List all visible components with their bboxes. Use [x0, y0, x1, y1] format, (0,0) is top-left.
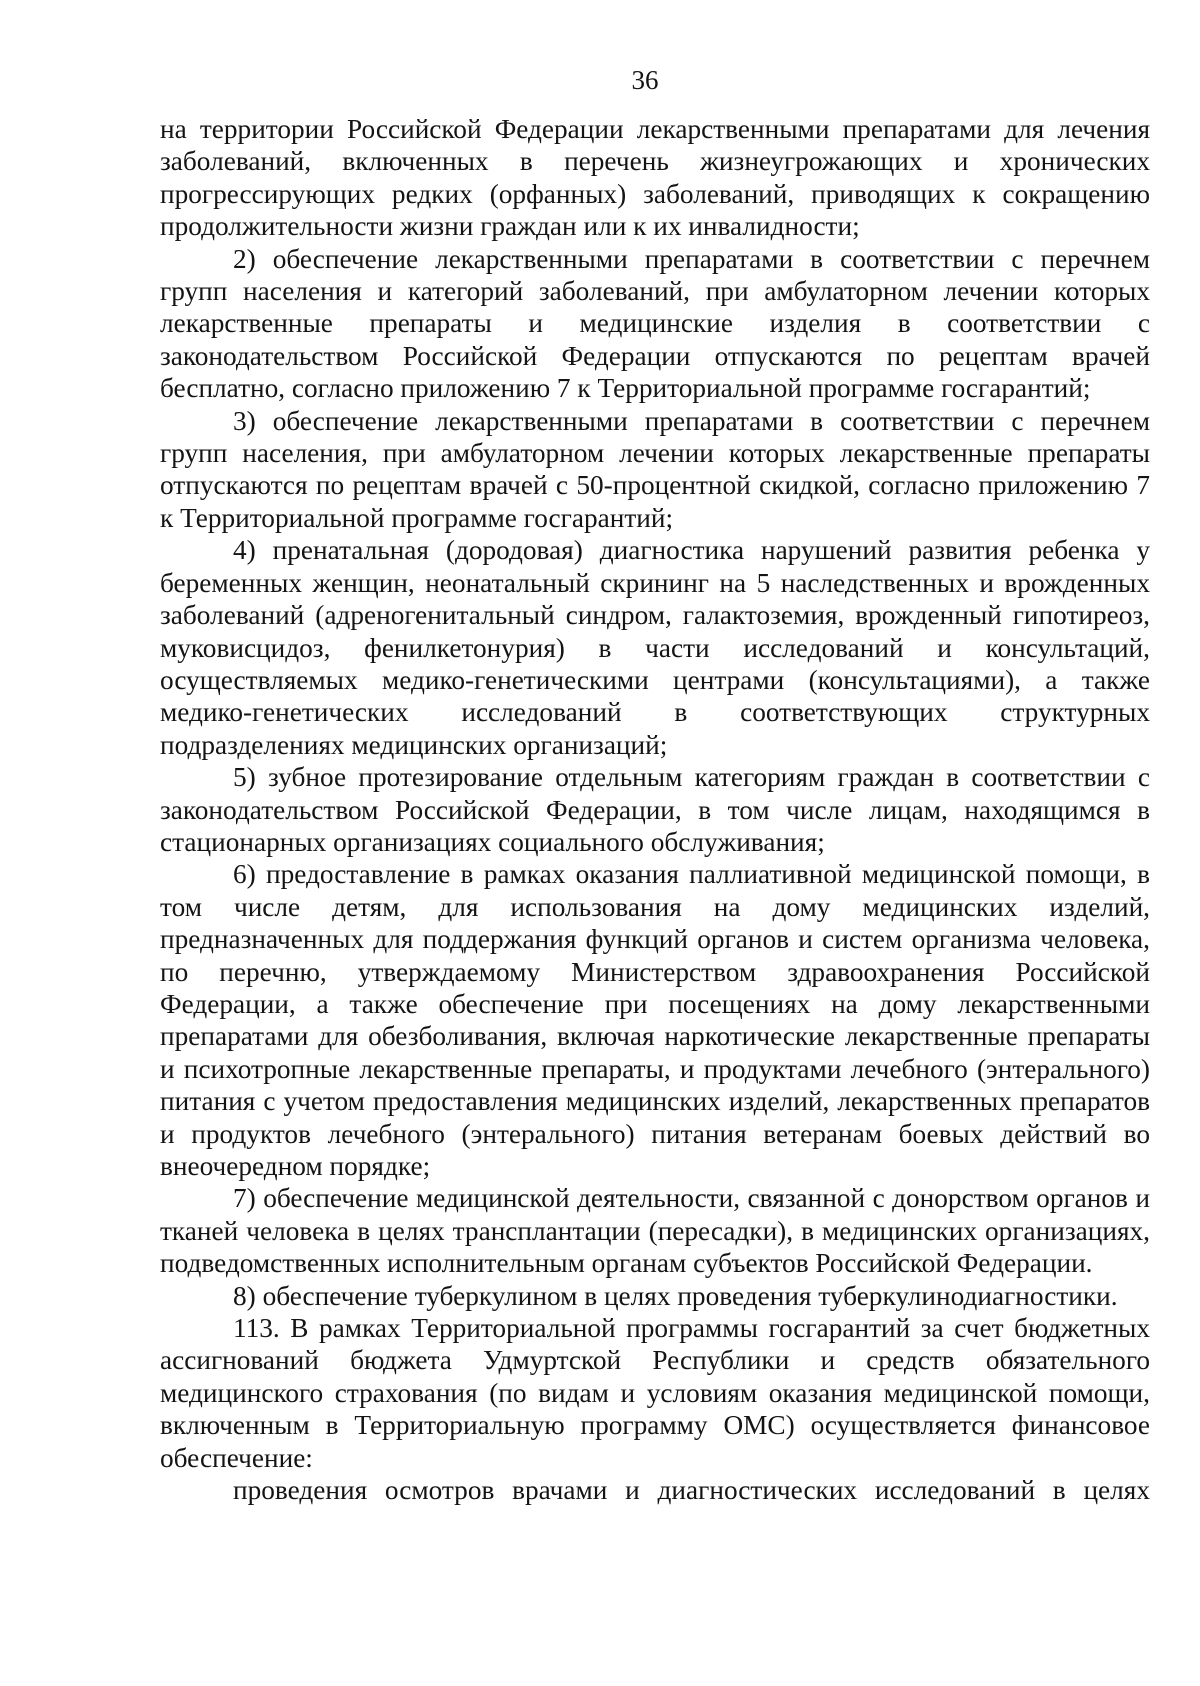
document-body	[160, 113, 1150, 1506]
paragraph-item-5: 5) зубное протезирование отдельным категориям граждан в соответствии с законодательством Российской Федерации, в том числе лицам, находящимся в стационарных организациях социального обслуживания;	[160, 762, 1150, 857]
paragraph-item-8: 8) обеспечение туберкулином в целях проведения туберкулинодиагностики.	[233, 1280, 1118, 1311]
paragraph-item-4: 4) пренатальная (дородовая) диагностика нарушений развития ребенка у беременных женщин, неонатальный скрининг на 5 наследственных и врожденных заболеваний (адреногенитальный синдром, галактоземия, врожденный гипотиреоз, муковисцидоз, фенилкетонурия) в части исследований и консультаций, осуществляемых медико-генетическими центрами (консультациями), а также медико-генетических исследований в соответствующих структурных подразделениях медицинских организаций;	[160, 535, 1150, 760]
paragraph-section-113-item: проведения осмотров врачами и диагностических исследований в целях	[233, 1475, 1150, 1506]
paragraph-continuation: на территории Российской Федерации лекарственными препаратами для лечения заболеваний, включенных в перечень жизнеугрожающих и хронических прогрессирующих редких (орфанных) заболеваний, приводящих к сокращению продолжительности жизни граждан или к их инвалидности;	[160, 114, 1150, 242]
paragraph-item-7: 7) обеспечение медицинской деятельности, связанной с донорством органов и тканей человека в целях трансплантации (пересадки), в медицинских организациях, подведомственных исполнительным органам субъектов Российской Федерации.	[160, 1183, 1150, 1279]
paragraph-item-3: 3) обеспечение лекарственными препаратами в соответствии с перечнем групп населения, при амбулаторном лечении которых лекарственные препараты отпускаются по рецептам врачей с 50-процентной скидкой, согласно приложению 7 к Территориальной программе госгарантий;	[160, 405, 1150, 533]
paragraph-item-6: 6) предоставление в рамках оказания паллиативной медицинской помощи, в том числе детям, для использования на дому медицинских изделий, предназначенных для поддержания функций органов и систем организма человека, по перечню, утверждаемому Министерством здравоохранения Российской Федерации, а также обеспечение при посещениях на дому лекарственными препаратами для обезболивания, включая наркотические лекарственные препараты и психотропные лекарственные препараты, и продуктами лечебного (энтерального) питания с учетом предоставления медицинских изделий, лекарственных препаратов и продуктов лечебного (энтерального) питания ветеранам боевых действий во внеочередном порядке;	[160, 859, 1150, 1181]
page-number: 36	[631, 65, 659, 95]
paragraph-section-113: 113. В рамках Территориальной программы госгарантий за счет бюджетных ассигнований бюджета Удмуртской Республики и средств обязательного медицинского страхования (по видам и условиям оказания медицинской помощи, включенным в Территориальную программу ОМС) осуществляется финансовое обеспечение:	[160, 1313, 1150, 1473]
paragraph-item-2: 2) обеспечение лекарственными препаратами в соответствии с перечнем групп населения и категорий заболеваний, при амбулаторном лечении которых лекарственные препараты и медицинские изделия в соответствии с законодательством Российской Федерации отпускаются по рецептам врачей бесплатно, согласно приложению 7 к Территориальной программе госгарантий;	[160, 243, 1150, 404]
